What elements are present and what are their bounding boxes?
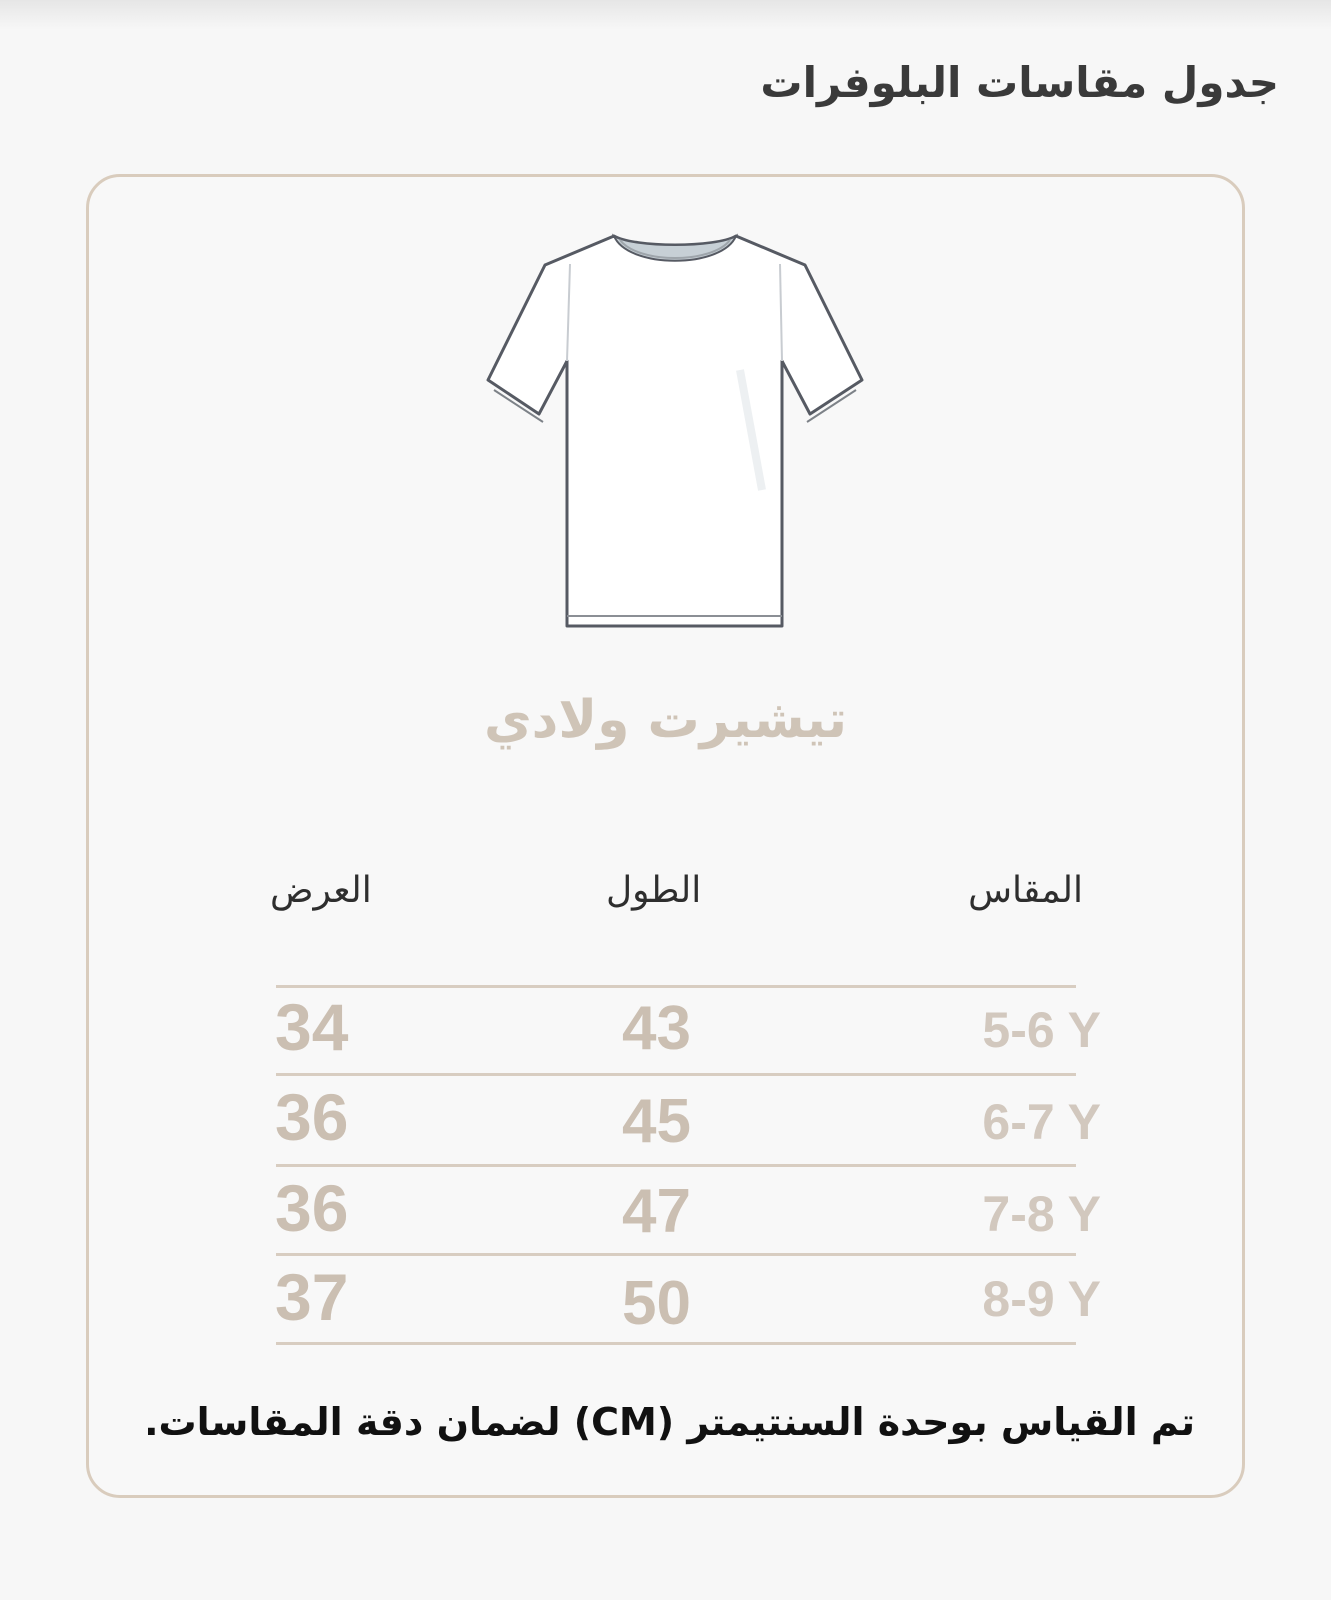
tshirt-icon <box>470 230 880 640</box>
product-name: تيشيرت ولادي <box>484 690 847 750</box>
width-value: 37 <box>275 1260 349 1334</box>
table-rule <box>276 1253 1076 1256</box>
width-value: 34 <box>275 990 349 1064</box>
column-header-width: العرض <box>270 870 372 911</box>
size-value: 6-7 Y <box>982 1094 1101 1150</box>
width-value: 36 <box>275 1080 349 1154</box>
width-value: 36 <box>275 1171 349 1245</box>
column-header-length: الطول <box>606 870 702 911</box>
length-value: 47 <box>622 1177 691 1246</box>
column-header-size: المقاس <box>968 870 1083 911</box>
table-rule <box>276 1342 1076 1345</box>
table-rule <box>276 985 1076 988</box>
measurement-note: تم القياس بوحدة السنتيمتر (CM) لضمان دقة المقاسات. <box>144 1400 1195 1444</box>
length-value: 43 <box>622 994 691 1063</box>
size-value: 8-9 Y <box>982 1271 1101 1327</box>
size-value: 7-8 Y <box>982 1186 1101 1242</box>
top-shadow <box>0 0 1331 30</box>
table-rule <box>276 1073 1076 1076</box>
page-title: جدول مقاسات البلوفرات <box>760 58 1279 107</box>
length-value: 45 <box>622 1087 691 1156</box>
size-value: 5-6 Y <box>982 1002 1101 1058</box>
length-value: 50 <box>622 1269 691 1338</box>
table-rule <box>276 1164 1076 1167</box>
